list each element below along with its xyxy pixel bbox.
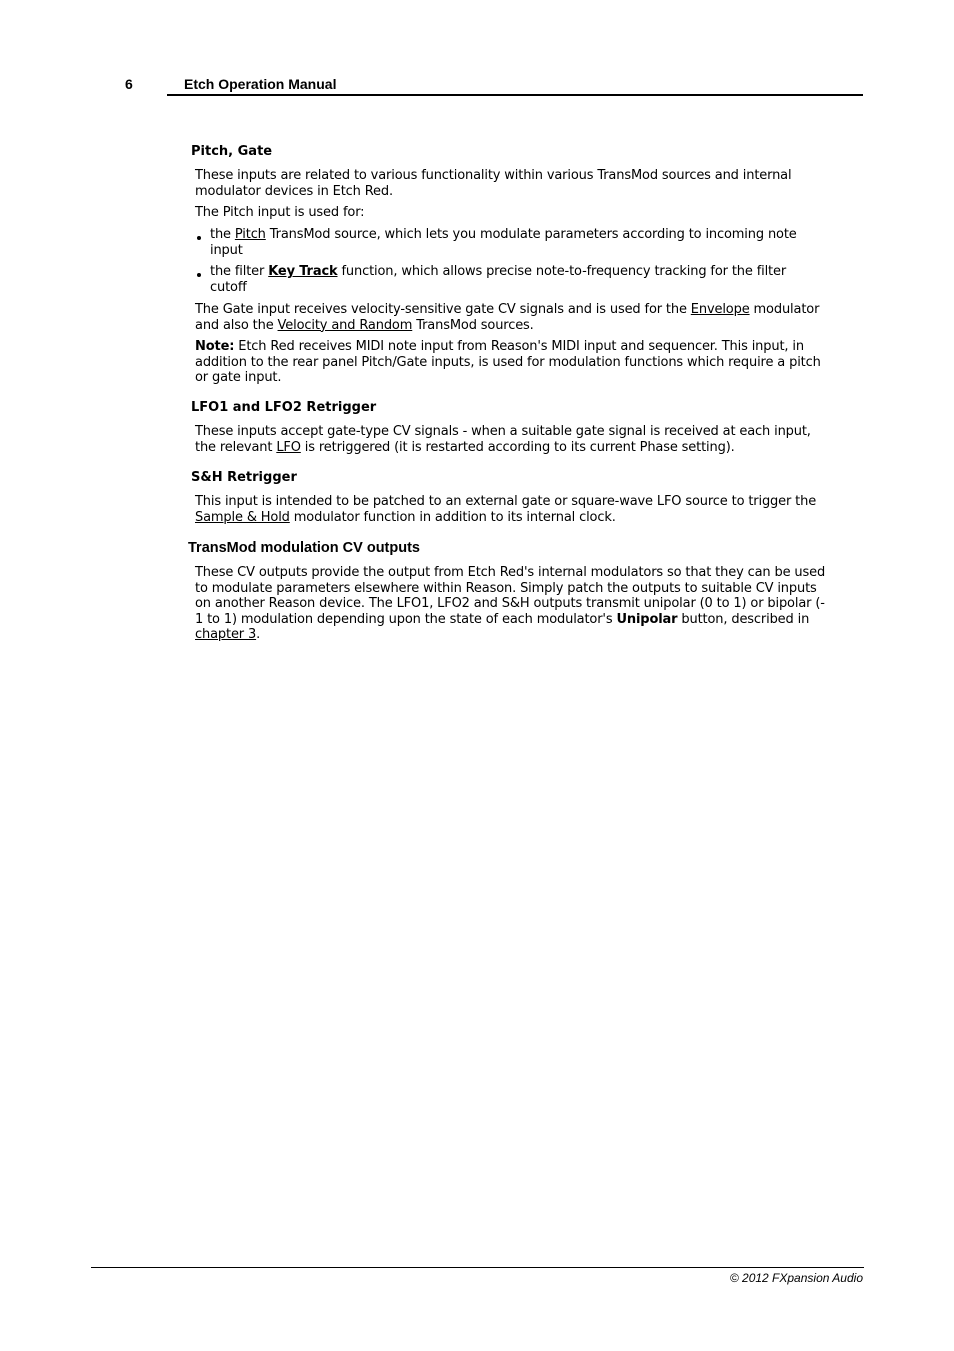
text: button, described in (677, 611, 810, 627)
text: or gate input. (195, 370, 282, 386)
text-line (210, 280, 786, 296)
text: the relevant (195, 439, 277, 455)
list-item (210, 264, 786, 295)
text-line (195, 355, 821, 371)
text: addition to the rear panel Pitch/Gate inputs, is used for modulation functions which require a pitch (195, 354, 821, 370)
page-number: 6 (125, 76, 133, 92)
cross-reference-link[interactable]: LFO (276, 439, 301, 455)
header-rule (167, 94, 863, 96)
paragraph (195, 302, 819, 333)
footer-rule (91, 1267, 864, 1268)
text-line (195, 494, 816, 510)
cross-reference-link[interactable]: Pitch (234, 227, 266, 242)
text: to modulate parameters elsewhere within Reason. Simply patch the outputs to suitable CV inputs (195, 580, 817, 596)
text: The Pitch input is used for: (195, 205, 365, 220)
paragraph (195, 494, 816, 525)
text: These CV outputs provide the output from Etch Red's internal modulators so that they can be used (195, 565, 826, 580)
text: input (210, 242, 243, 258)
text: is retriggered (it is restarted according to its current Phase setting). (300, 439, 735, 455)
text: TransMod source, which lets you modulate parameters according to incoming note (265, 227, 797, 242)
bold-text: Note: (195, 339, 235, 354)
text: function, which allows precise note-to-frequency tracking for the filter (337, 264, 787, 279)
text-line (195, 184, 791, 200)
text-line (210, 227, 797, 243)
bullet-icon (197, 273, 201, 277)
manual-title: Etch Operation Manual (184, 76, 337, 92)
text-line (195, 510, 816, 526)
text-line (195, 596, 825, 612)
text-line (210, 243, 797, 259)
copyright: © 2012 FXpansion Audio (729, 1271, 863, 1285)
bold-text: Unipolar (616, 611, 678, 627)
heading-sh-retrigger: S&H Retrigger (191, 470, 297, 485)
text: modulator devices in Etch Red. (195, 183, 393, 199)
cross-reference-link[interactable]: Velocity and Random (277, 317, 413, 333)
text-line (195, 318, 819, 334)
text-line (210, 264, 786, 280)
text-line (195, 565, 825, 581)
text: . (256, 627, 261, 643)
text: This input is intended to be patched to an external gate or square-wave LFO source to trigger the (195, 494, 817, 509)
list-item (210, 227, 797, 258)
text: These inputs accept gate-type CV signals - when a suitable gate signal is received at each input, (195, 424, 811, 439)
cross-reference-link[interactable]: chapter 3 (195, 627, 257, 643)
text-line (195, 339, 821, 355)
text-line (195, 168, 791, 184)
heading-lfo-retrigger: LFO1 and LFO2 Retrigger (191, 400, 377, 415)
cross-reference-link[interactable]: Sample & Hold (195, 509, 290, 525)
note-paragraph (195, 339, 821, 386)
text-line (195, 370, 821, 386)
text: on another Reason device. The LFO1, LFO2 and S&H outputs transmit unipolar (0 to 1) or bipolar (- (195, 596, 825, 612)
text: the (210, 227, 235, 242)
text-line (195, 205, 364, 221)
text: These inputs are related to various functionality within various TransMod sources and internal (195, 168, 792, 183)
text-line (195, 627, 825, 643)
text-line (195, 424, 811, 440)
heading-pitch-gate: Pitch, Gate (191, 144, 273, 159)
cross-reference-link[interactable]: Key Track (268, 264, 338, 279)
text: The Gate input receives velocity-sensitive gate CV signals and is used for the (195, 302, 691, 317)
text: cutoff (210, 279, 247, 295)
bullet-icon (197, 236, 201, 240)
paragraph (195, 424, 811, 455)
heading-cv-outputs: TransMod modulation CV outputs (188, 540, 420, 556)
text-line (195, 440, 811, 456)
paragraph (195, 565, 825, 643)
text-line (195, 612, 825, 628)
paragraph (195, 205, 364, 221)
cross-reference-link[interactable]: Envelope (690, 302, 750, 317)
text-line (195, 581, 825, 597)
text-line (195, 302, 819, 318)
text: Etch Red receives MIDI note input from Reason's MIDI input and sequencer. This input, in (234, 339, 804, 354)
text: modulator function in addition to its internal clock. (289, 509, 616, 525)
text: modulator (749, 302, 820, 317)
text: TransMod sources. (412, 317, 534, 333)
text: the filter (210, 264, 269, 279)
text: and also the (195, 317, 278, 333)
text: 1 to 1) modulation depending upon the state of each modulator's (195, 611, 617, 627)
paragraph (195, 168, 791, 199)
